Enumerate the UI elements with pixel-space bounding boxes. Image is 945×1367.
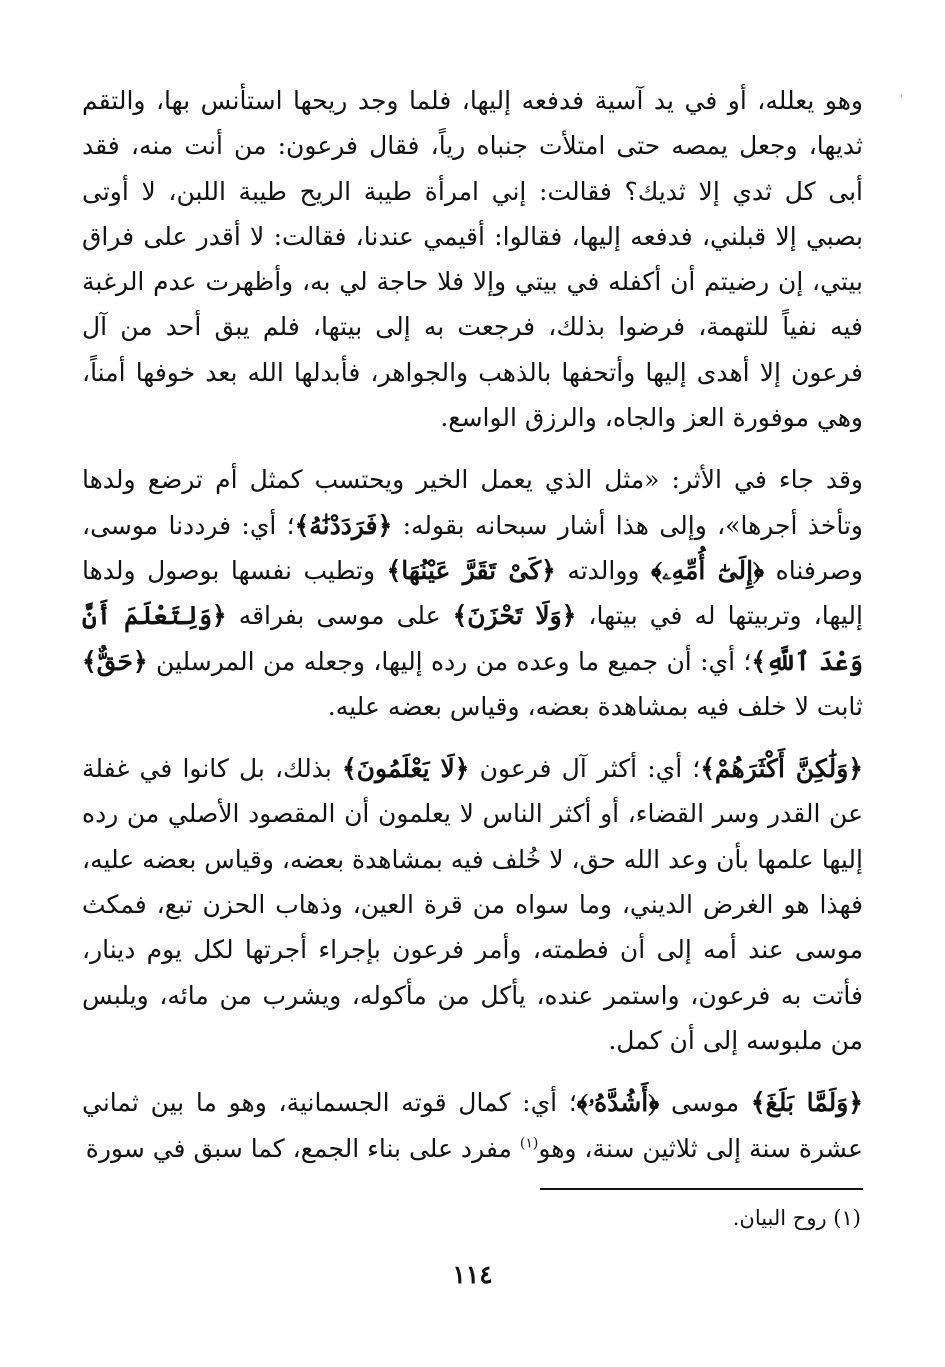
text-run: وتطيب نفسها بوصول ولدها إليها، وتربيتها له في بيتها، (82, 555, 863, 631)
paragraph-4 (82, 1080, 863, 1171)
quran-verse: ﴿وَلَا تَحْزَنَ﴾ (452, 601, 577, 631)
text-run: مفرد على بناء الجمع، كما سبق في سورة (85, 1133, 520, 1163)
text-run: ؛ أي: فرددنا موسى، وصرفناه (82, 510, 863, 585)
quran-verse: ﴿وَلِتَعْلَمَ أَنَّ وَعْدَ ٱللَّهِ﴾ (82, 601, 863, 676)
text-run: ؛ أي: كمال قوته الجسمانية، وهو ما بين ثماني عشرة سنة إلى ثلاثين سنة، وهو (82, 1088, 863, 1163)
text-run: على موسى بفراقه (226, 601, 453, 631)
text-run: وهو يعلله، أو في يد آسية فدفعه إليها، فلما وجد ريحها استأنس بها، والتقم ثديها، وجعل يمصه حتى امتلأت جنباه رياً، فقال فرعون: من أنت منه، فقد أبى كل ثدي إلا ثديك؟ فقالت: إني امرأة طيبة الريح طيبة اللبن، لا أوتى بصبي إلا قبلني، فدفعه إليها، فقالوا: أقيمي عندنا، فقالت: لا أقدر على فراق بيتي، إن رضيتم أن أكفله في بيتي وإلا فلا حاجة لي به، وأظهرت عدم الرغبة فيه نفياً للتهمة، فرضوا بذلك، فرجعت به إلى بيتها، فلم يبق أحد من آل فرعون إلا أهدى إليها وأتحفها بالذهب والجواهر، فأبدلها الله بعد خوفها أمناً، وهي موفورة العز والجاه، والرزق الواسع. (82, 86, 863, 433)
text-run: ووالدته (555, 555, 652, 585)
paragraph-2 (82, 457, 863, 729)
quran-verse: ﴿أَشُدَّهُۥ﴾ (576, 1088, 660, 1118)
quran-verse: ﴿لَا يَعْلَمُونَ﴾ (341, 754, 470, 784)
footnote: (١) روح البيان. (732, 1206, 861, 1230)
quran-verse: ﴿إِلَىٰٓ أُمِّهِۦ﴾ (651, 555, 765, 585)
margin-mark: ' (900, 94, 903, 105)
footnote-marker: (١) (519, 1135, 539, 1152)
text-run: ؛ أي: أن جميع ما وعده من رده إليها، وجعله من المرسلين (147, 646, 752, 676)
text-run: موسى (659, 1088, 751, 1118)
body-text (82, 78, 863, 1171)
page-number: ١١٤ (452, 1260, 493, 1289)
text-run: ؛ أي: أكثر آل فرعون (469, 754, 701, 784)
footnote-divider (540, 1188, 863, 1190)
quran-verse: ﴿كَىْ تَقَرَّ عَيْنُهَا﴾ (386, 555, 556, 585)
paragraph-3 (82, 746, 863, 1063)
text-run: بذلك، بل كانوا في غفلة عن القدر وسر القضاء، أو أكثر الناس لا يعلمون أن المقصود الأصلي من رده إليها علمها بأن وعد الله حق، لا خُلف فيه بمشاهدة بعضه، وقياس بعضه عليه، فهذا هو الغرض الديني، وما سواه من قرة العين، وذهاب الحزن تبع، فمكث موسى عند أمه إلى أن فطمته، وأمر فرعون بإجراء أجرتها لكل يوم دينار، فأتت به فرعون، واستمر عنده، يأكل من مأكوله، ويشرب من مائه، ويلبس من ملبوسه إلى أن كمل. (82, 754, 863, 1055)
quran-verse: ﴿فَرَدَدْنَٰهُ﴾ (294, 510, 393, 540)
text-run: وقد جاء في الأثر: «مثل الذي يعمل الخير ويحتسب كمثل أم ترضع ولدها وتأخذ أجرها»، وإلى هذا أشار سبحانه بقوله: (82, 465, 864, 540)
quran-verse: ﴿وَلَمَّا بَلَغَ﴾ (750, 1088, 864, 1118)
quran-verse: ﴿حَقٌّ﴾ (82, 646, 148, 676)
paragraph-1 (82, 78, 863, 440)
quran-verse: ﴿وَلَٰكِنَّ أَكْثَرَهُمْ﴾ (700, 754, 863, 784)
text-run: ثابت لا خلف فيه بمشاهدة بعضه، وقياس بعضه عليه. (327, 691, 863, 721)
